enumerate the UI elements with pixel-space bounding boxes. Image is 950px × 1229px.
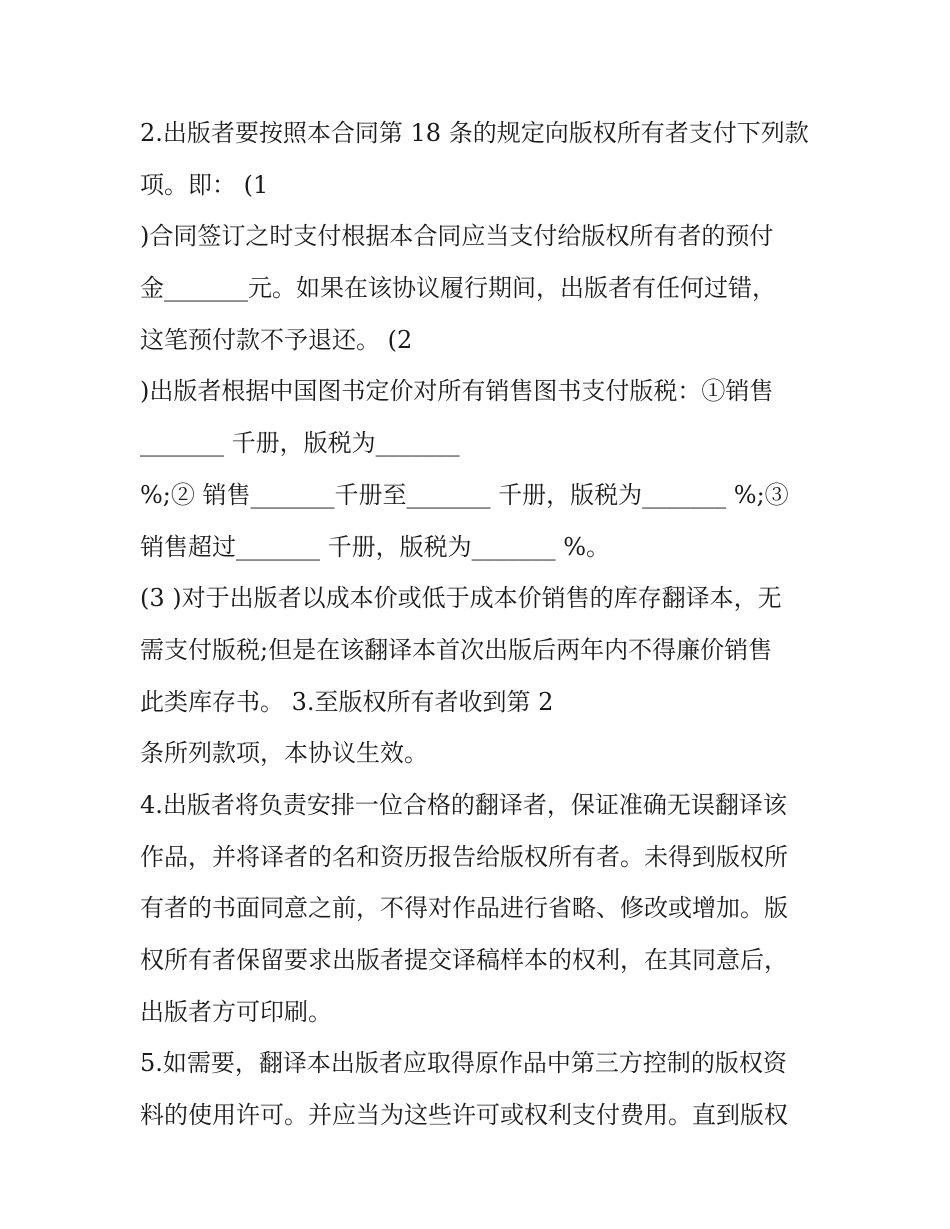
text-line: 5.如需要，翻译本出版者应取得原作品中第三方控制的版权资 xyxy=(140,1049,787,1078)
text-line: 需支付版税;但是在该翻译本首次出版后两年内不得廉价销售 xyxy=(140,635,773,664)
text-line: _______ 千册，版税为_______ xyxy=(140,429,460,458)
text-line: (3 )对于出版者以成本价或低于成本价销售的库存翻译本，无 xyxy=(140,584,782,613)
text-line: 4.出版者将负责安排一位合格的翻译者，保证准确无误翻译该 xyxy=(140,790,787,819)
text-line: 有者的书面同意之前，不得对作品进行省略、修改或增加。版 xyxy=(140,894,788,923)
text-line: 此类库存书。 3.至版权所有者收到第 2 xyxy=(140,687,554,716)
text-line: 条所列款项，本协议生效。 xyxy=(140,739,428,768)
text-line: 这笔预付款不予退还。 (2 xyxy=(140,325,413,354)
text-line: 作品，并将译者的名和资历报告给版权所有者。未得到版权所 xyxy=(140,842,788,871)
text-line: 金_______元。如果在该协议履行期间，出版者有任何过错， xyxy=(140,274,776,303)
text-line: 料的使用许可。并应当为这些许可或权利支付费用。直到版权 xyxy=(140,1101,788,1130)
text-line: 权所有者保留要求出版者提交译稿样本的权利，在其同意后， xyxy=(140,946,788,974)
text-line: )合同签订之时支付根据本合同应当支付给版权所有者的预付 xyxy=(140,222,774,251)
contract-text xyxy=(140,108,815,1142)
text-line: )出版者根据中国图书定价对所有销售图书支付版税：①销售 xyxy=(140,377,774,406)
text-line: 出版者方可印刷。 xyxy=(140,997,332,1026)
text-line: 销售超过_______ 千册，版税为_______ %。 xyxy=(140,532,611,561)
text-line: %;② 销售_______千册至_______ 千册，版税为_______ %;③ xyxy=(140,480,789,509)
text-line: 2.出版者要按照本合同第 18 条的规定向版权所有者支付下列款 xyxy=(140,119,809,147)
text-line: 项。即： (1 xyxy=(140,170,269,199)
